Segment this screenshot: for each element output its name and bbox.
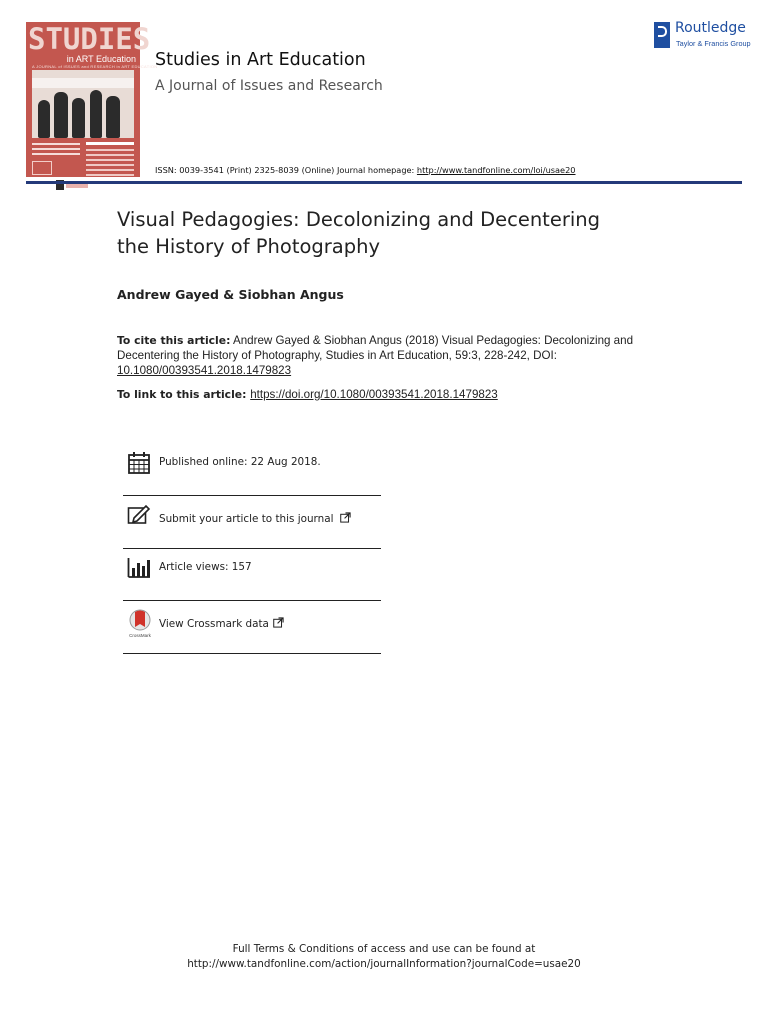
article-views-row: [123, 556, 381, 582]
citation-text: Andrew Gayed & Siobhan Angus (2018) Visual Pedagogies: Decolonizing and Decentering the History of Photography, Studies in Art Education, 59:3, 228-242, DOI:: [117, 334, 634, 362]
routledge-logo: [654, 20, 751, 50]
cover-tagline: A JOURNAL of ISSUES and RESEARCH in ART EDUCATION: [32, 64, 158, 69]
cover-photo: [32, 70, 134, 138]
footer-terms-link[interactable]: http://www.tandfonline.com/action/journalInformation?journalCode=usae20: [187, 958, 581, 970]
submit-article-text: Submit your article to this journal: [159, 513, 334, 525]
crossmark-icon: [127, 609, 153, 639]
journal-title: Studies in Art Education: [155, 50, 366, 70]
info-divider: [123, 548, 381, 549]
journal-cover-image: [26, 22, 158, 177]
calendar-icon: [127, 451, 151, 475]
bar-chart-icon: [127, 556, 151, 580]
crossmark-link[interactable]: [159, 617, 284, 630]
cover-box: [32, 161, 52, 175]
cover-contents-lines: [86, 142, 134, 179]
info-divider: [123, 653, 381, 654]
article-authors: Andrew Gayed & Siobhan Angus: [117, 287, 344, 302]
article-title-line-1: Visual Pedagogies: Decolonizing and Decentering: [117, 208, 600, 231]
citation-block: [117, 333, 637, 378]
routledge-mark-icon: [654, 22, 670, 48]
footer-line-1: Full Terms & Conditions of access and use can be found at: [232, 943, 536, 955]
crossmark-text: View Crossmark data: [159, 618, 269, 630]
footer-terms: [0, 942, 768, 972]
submit-article-link[interactable]: [159, 512, 351, 525]
article-link-line: [117, 388, 498, 401]
published-online-text: Published online: 22 Aug 2018.: [159, 456, 321, 468]
info-divider: [123, 495, 381, 496]
cover-issue-lines: [32, 143, 80, 158]
publisher-subtitle: Taylor & Francis Group: [676, 39, 751, 48]
publisher-name: Routledge: [675, 20, 746, 36]
journal-subtitle: A Journal of Issues and Research: [155, 78, 383, 94]
header-rule: [26, 181, 742, 184]
cover-title: STUDIES: [28, 22, 151, 56]
svg-text:CrossMark: CrossMark: [129, 633, 151, 638]
issn-text: ISSN: 0039-3541 (Print) 2325-8039 (Online) Journal homepage:: [155, 165, 417, 175]
external-link-icon: [273, 617, 284, 628]
edit-icon: [127, 504, 151, 528]
issn-line: [155, 165, 576, 175]
journal-homepage-link[interactable]: http://www.tandfonline.com/loi/usae20: [416, 165, 576, 175]
crossmark-row[interactable]: [123, 609, 381, 639]
submit-article-row[interactable]: [123, 504, 381, 530]
article-views-text: Article views: 157: [159, 561, 252, 573]
citation-doi-link[interactable]: 10.1080/00393541.2018.1479823: [117, 364, 292, 377]
external-link-icon: [340, 512, 351, 523]
article-doi-link[interactable]: https://doi.org/10.1080/00393541.2018.1479823: [250, 388, 498, 401]
article-title: [117, 206, 677, 260]
cover-subtitle: in ART Education: [66, 54, 136, 64]
article-link-label: To link to this article:: [117, 388, 251, 401]
citation-label: To cite this article:: [117, 334, 231, 347]
published-online-row: [123, 451, 381, 477]
article-title-line-2: the History of Photography: [117, 235, 381, 258]
info-divider: [123, 600, 381, 601]
